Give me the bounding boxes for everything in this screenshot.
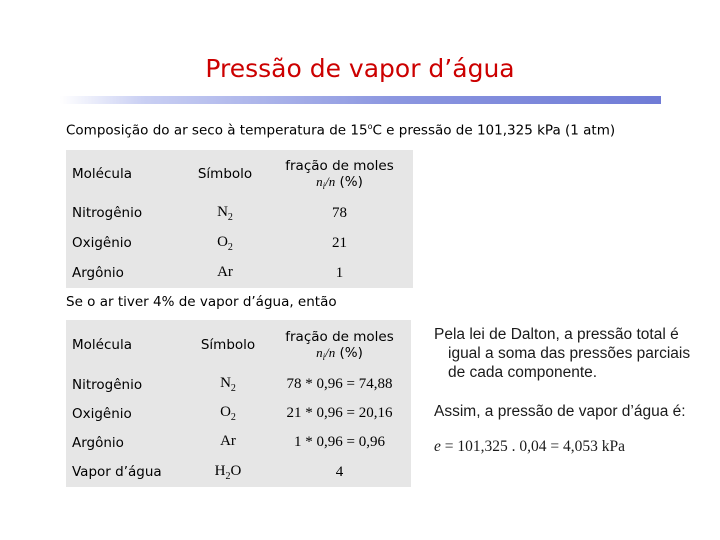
molecule-cell: Oxigênio (72, 235, 132, 251)
molecule-cell: Nitrogênio (72, 376, 143, 393)
molecule-cell: Argônio (72, 434, 124, 451)
table-row (66, 228, 413, 258)
formula-expression: = 101,325 . 0,04 = 4,053 kPa (440, 438, 625, 455)
humid-air-intro: Se o ar tiver 4% de vapor d’água, então (66, 294, 337, 310)
fraction-cell: 78 * 0,96 = 74,88 (286, 376, 393, 392)
vapor-pressure-note: Assim, a pressão de vapor d’água é: (434, 403, 686, 420)
header-symbol: Símbolo (197, 166, 253, 182)
slide-title: Pressão de vapor d’água (205, 54, 515, 83)
fraction-cell: 21 (332, 234, 347, 251)
degree-mark: o (367, 122, 373, 131)
table-row (66, 399, 411, 428)
header-fraction (268, 320, 411, 370)
vapor-pressure-formula (434, 438, 625, 456)
table-header-row (66, 320, 411, 370)
header-fraction-expr: $n_i/n$ (%) (316, 344, 363, 362)
subtitle-text: Composição do ar seco à temperatura de 15 (66, 122, 368, 139)
table-row (66, 258, 413, 288)
symbol-cell: Ar (217, 263, 233, 280)
molecule-cell: Vapor d’água (72, 464, 162, 480)
table-row (66, 457, 411, 487)
header-fraction-label: fração de moles (285, 157, 394, 174)
header-fraction-expr: $n_i/n$ (%) (316, 173, 363, 191)
header-fraction-label: fração de moles (285, 328, 394, 345)
molecule-cell: Argônio (72, 265, 124, 281)
header-molecule: Molécula (72, 337, 132, 353)
table-row (66, 428, 411, 457)
subtitle-text-end: C e pressão de 101,325 kPa (1 atm) (372, 122, 616, 139)
humid-air-composition-table (66, 320, 411, 487)
symbol-cell: $O_2$ (217, 233, 233, 253)
molecule-cell: Oxigênio (72, 405, 132, 422)
dalton-law-note (434, 325, 704, 382)
header-fraction (266, 150, 413, 198)
dalton-note-first: Pela lei de Dalton, a pressão total é (434, 326, 679, 343)
symbol-cell: $N_2$ (220, 375, 236, 394)
fraction-cell: 1 (335, 264, 344, 281)
fraction-cell: 21 * 0,96 = 20,16 (286, 405, 393, 421)
symbol-cell: Ar (220, 433, 236, 449)
symbol-cell: $H_2O$ (214, 462, 242, 482)
fraction-cell: 78 (332, 204, 347, 221)
subtitle (66, 122, 615, 139)
molecule-cell: Nitrogênio (72, 205, 143, 221)
header-molecule: Molécula (72, 166, 132, 182)
formula-variable: e (434, 438, 441, 455)
table-row (66, 198, 413, 228)
dry-air-composition-table (66, 150, 413, 288)
fraction-cell: 1 * 0,96 = 0,96 (294, 434, 385, 450)
header-symbol: Símbolo (200, 337, 256, 353)
title-underline (60, 96, 661, 104)
symbol-cell: $O_2$ (220, 404, 236, 423)
symbol-cell: $N_2$ (217, 203, 233, 223)
table-header-row (66, 150, 413, 198)
fraction-cell: 4 (335, 463, 344, 480)
dalton-note-rest: igual a soma das pressões parciais de cada componente. (448, 345, 691, 381)
table-row (66, 370, 411, 399)
